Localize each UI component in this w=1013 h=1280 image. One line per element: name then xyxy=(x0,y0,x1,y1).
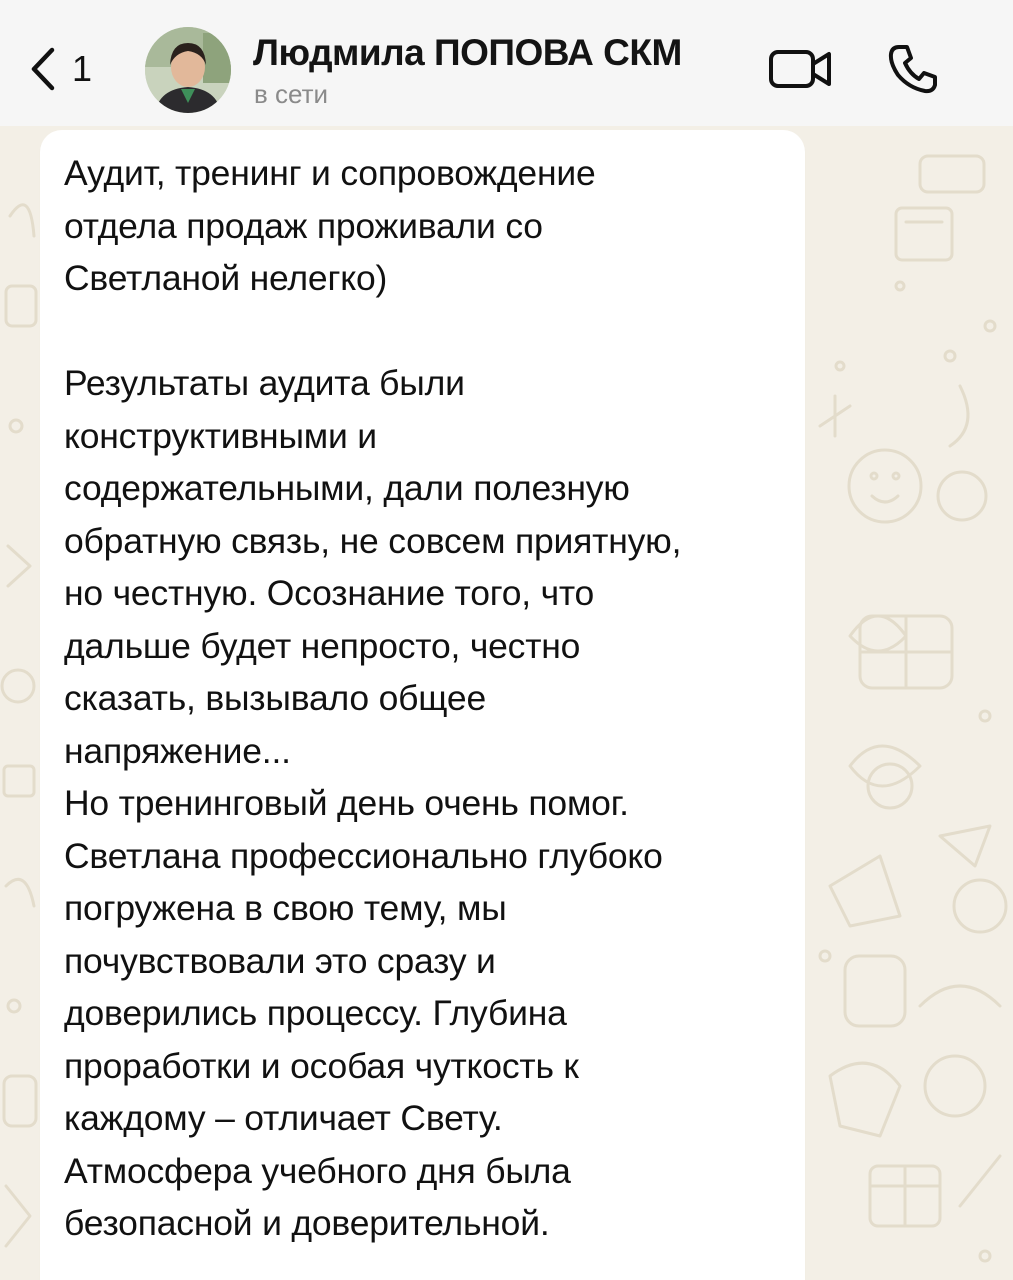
chat-header xyxy=(0,0,1013,126)
back-button[interactable] xyxy=(26,44,92,94)
avatar-image xyxy=(145,27,231,113)
unread-count: 1 xyxy=(72,48,93,89)
message-line: доверились процессу. Глубина xyxy=(64,993,567,1033)
video-call-button[interactable] xyxy=(768,46,834,92)
message-line: сказать, вызывало общее xyxy=(64,678,486,718)
message-line: Аудит, тренинг и сопровождение xyxy=(64,153,596,193)
message-line: дальше будет непросто, честно xyxy=(64,625,581,666)
message-line: обратную связь, не совсем приятную, xyxy=(64,520,682,561)
chat-area[interactable] xyxy=(0,126,1013,1280)
message-line: но честную. Осознание того, что xyxy=(64,573,595,613)
message-line: почувствовали это сразу и xyxy=(64,940,496,981)
message-line: отдела продаж проживали со xyxy=(64,205,543,246)
message-line: Но тренинговый день очень помог. xyxy=(64,783,629,823)
message-text xyxy=(64,147,799,1250)
contact-name[interactable]: Людмила ПОПОВА СКМ xyxy=(253,32,682,73)
voice-call-button[interactable] xyxy=(885,41,941,97)
message-bubble[interactable] xyxy=(40,130,805,1280)
message-line: безопасной и доверительной. xyxy=(64,1203,550,1243)
message-line: Светлана профессионально глубоко xyxy=(64,835,663,876)
message-line: Светланой нелегко) xyxy=(64,258,388,298)
phone-icon xyxy=(885,41,941,97)
avatar[interactable] xyxy=(145,27,231,113)
message-line: проработки и особая чуткость к xyxy=(64,1045,579,1086)
contact-status: в сети xyxy=(254,79,329,109)
message-line: Атмосфера учебного дня была xyxy=(64,1150,571,1191)
message-line: конструктивными и xyxy=(64,415,377,456)
video-call-icon xyxy=(768,46,834,92)
message-line: напряжение... xyxy=(64,730,291,771)
message-line: содержательными, дали полезную xyxy=(64,468,630,508)
message-line xyxy=(64,305,799,358)
message-line: Результаты аудита были xyxy=(64,363,465,403)
chevron-left-icon xyxy=(26,44,60,94)
message-line: погружена в свою тему, мы xyxy=(64,888,507,928)
message-line: каждому – отличает Свету. xyxy=(64,1098,503,1138)
